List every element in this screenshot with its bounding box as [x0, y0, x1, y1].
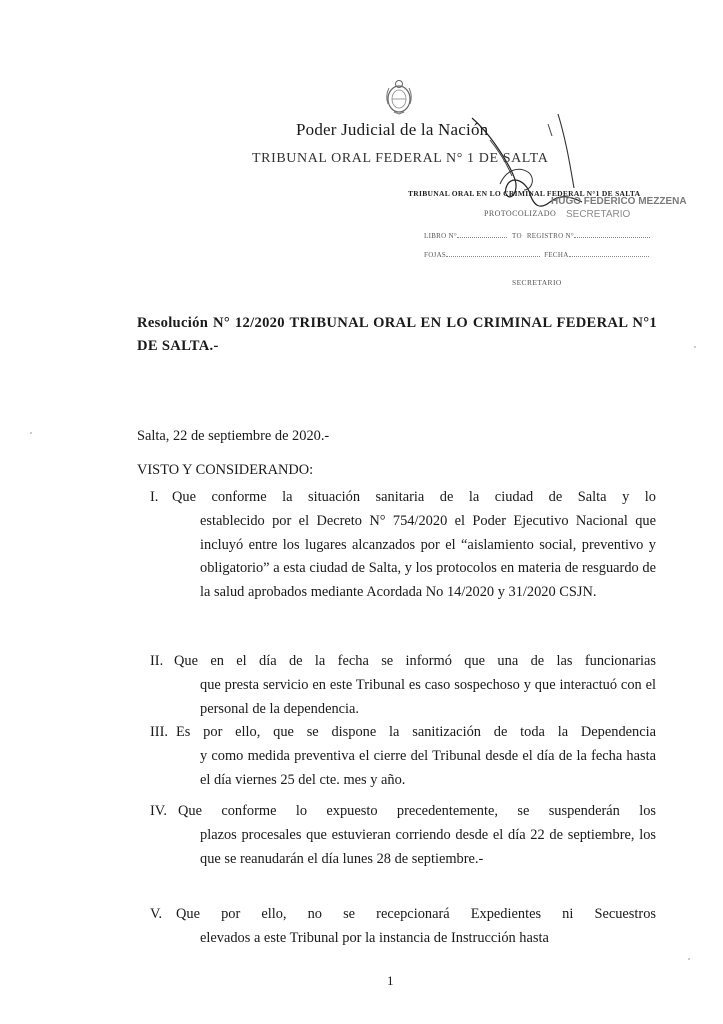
item-text: y como medida preventiva el cierre del Tribunal desde el día de la fecha hasta el día viernes 25 del cte. mes y año. [200, 747, 656, 788]
item-text: elevados a este Tribunal por la instancia de Instrucción hasta [200, 929, 549, 946]
stamp-fecha-label: FECHA [544, 251, 569, 259]
date-line: Salta, 22 de septiembre de 2020.- [137, 428, 330, 444]
page-number: 1 [387, 973, 394, 988]
stamp-libro-label: LIBRO N° [424, 232, 458, 240]
considerando-item [150, 650, 656, 721]
stamp-signer-title: SECRETARIO [566, 209, 631, 220]
stamp-secretario-label: SECRETARIO [512, 278, 562, 287]
item-text: que presta servicio en este Tribunal es caso sospechoso y que interactuó con el personal de la dependencia. [200, 676, 656, 717]
court-name: Poder Judicial de la Nación [296, 120, 489, 139]
considerando-item [150, 903, 656, 951]
stamp-registro-label: REGISTRO N° [526, 232, 574, 240]
item-text: establecido por el Decreto N° 754/2020 el Poder Ejecutivo Nacional que incluyó entre los lugares alcanzados por el “aislamiento social, preventivo y obligatorio” a esta ciudad de Salta, y los protocolos en materia de resguardo de la salud aprobados mediante Acordada No 14/2020 y 31/2020 CSJN. [200, 512, 656, 601]
item-text-first-line: Es por ello, que se dispone la sanitización de toda la Dependencia [176, 724, 656, 740]
considerando-item [150, 721, 656, 792]
stamp-court-line: TRIBUNAL ORAL EN LO CRIMINAL FEDERAL N°1 DE SALTA [408, 189, 641, 198]
stamp-to-label: TO [512, 232, 522, 240]
item-text-first-line: Que en el día de la fecha se informó que una de las funcionarias [174, 653, 656, 669]
considerando-item [150, 486, 656, 605]
item-number: V. [150, 906, 163, 922]
item-text-first-line: Que conforme lo expuesto precedentemente, se suspenderán los [178, 803, 656, 819]
stamp-libro-row [424, 231, 650, 240]
stamp-fojas-row [424, 250, 649, 259]
stamp-signer-name: HUGO FEDERICO MEZZENA [551, 196, 687, 207]
item-number: IV. [150, 803, 167, 819]
item-number: III. [150, 724, 168, 740]
tribunal-name: TRIBUNAL ORAL FEDERAL N° 1 DE SALTA [252, 151, 549, 166]
scan-speck [694, 346, 696, 348]
resolution-title: Resolución N° 12/2020 TRIBUNAL ORAL EN LO CRIMINAL FEDERAL N°1 DE SALTA.- [137, 315, 657, 354]
stamp-fojas-label: FOJAS [424, 251, 447, 259]
stamp-protocolizado: PROTOCOLIZADO [484, 209, 557, 218]
considerando-item [150, 800, 656, 871]
handwritten-signature [470, 110, 590, 225]
item-text-first-line: Que conforme la situación sanitaria de la ciudad de Salta y lo [172, 489, 656, 505]
item-number: I. [150, 489, 159, 505]
item-text-first-line: Que por ello, no se recepcionará Expedientes ni Secuestros [176, 906, 656, 922]
item-number: II. [150, 653, 164, 669]
coat-of-arms-icon [382, 78, 416, 116]
scan-speck [30, 432, 32, 434]
visto-heading: VISTO Y CONSIDERANDO: [137, 462, 314, 478]
item-text: plazos procesales que estuvieran corriendo desde el día 22 de septiembre, los que se reanudarán el día lunes 28 de septiembre.- [200, 826, 656, 867]
scan-speck [688, 958, 690, 960]
